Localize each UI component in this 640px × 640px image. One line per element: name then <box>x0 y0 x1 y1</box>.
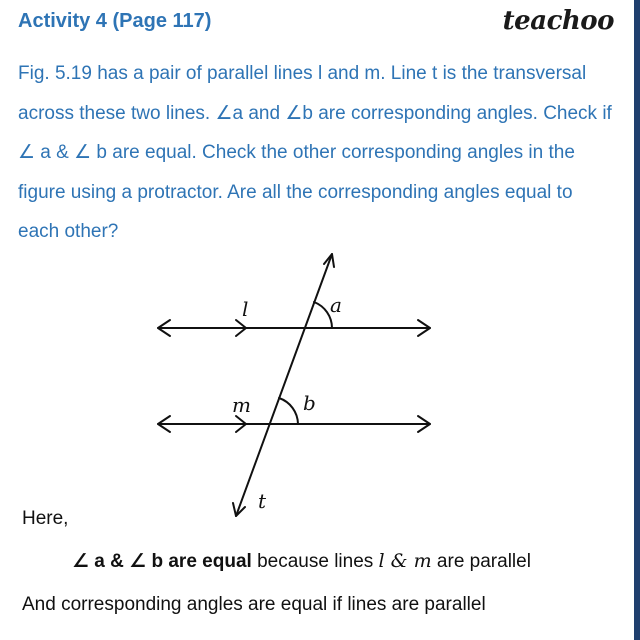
angle-b-label: b <box>303 391 316 415</box>
answer-bold: ∠ a & ∠ b are equal <box>72 551 252 572</box>
line-m <box>158 416 430 432</box>
question-line: ∠ a & ∠ b are equal. Check the other corresponding angles in the <box>18 142 575 163</box>
answer-line-l: l <box>378 550 385 572</box>
answer-end: are parallel <box>431 551 531 572</box>
line-t-label: t <box>258 489 267 513</box>
line-m-label: m <box>232 393 251 417</box>
question-line: Fig. 5.19 has a pair of parallel lines l and m. Line t is the transversal <box>18 63 587 84</box>
angle-a-label: a <box>330 293 342 317</box>
solution-conclusion: And corresponding angles are equal if lines are parallel <box>22 594 486 615</box>
transversal-t <box>233 254 334 516</box>
question-line: across these two lines. ∠a and ∠b are corresponding angles. Check if <box>18 102 612 124</box>
angle-b-arc <box>279 398 298 424</box>
line-l-label: l <box>242 297 249 321</box>
question-line: each other? <box>18 221 119 242</box>
teachoo-logo[interactable]: teachoo <box>502 6 614 36</box>
solution-intro: Here, <box>22 508 69 529</box>
answer-text: because lines <box>251 551 379 572</box>
question-line: figure using a protractor. Are all the corresponding angles equal to <box>18 181 573 203</box>
solution-answer <box>72 550 531 573</box>
answer-amp: & <box>384 550 414 572</box>
answer-line-m: m <box>413 550 432 572</box>
parallel-lines-figure <box>0 240 640 530</box>
question-text <box>18 54 618 252</box>
line-l <box>158 320 430 336</box>
page-title: Activity 4 (Page 117) <box>18 10 212 32</box>
